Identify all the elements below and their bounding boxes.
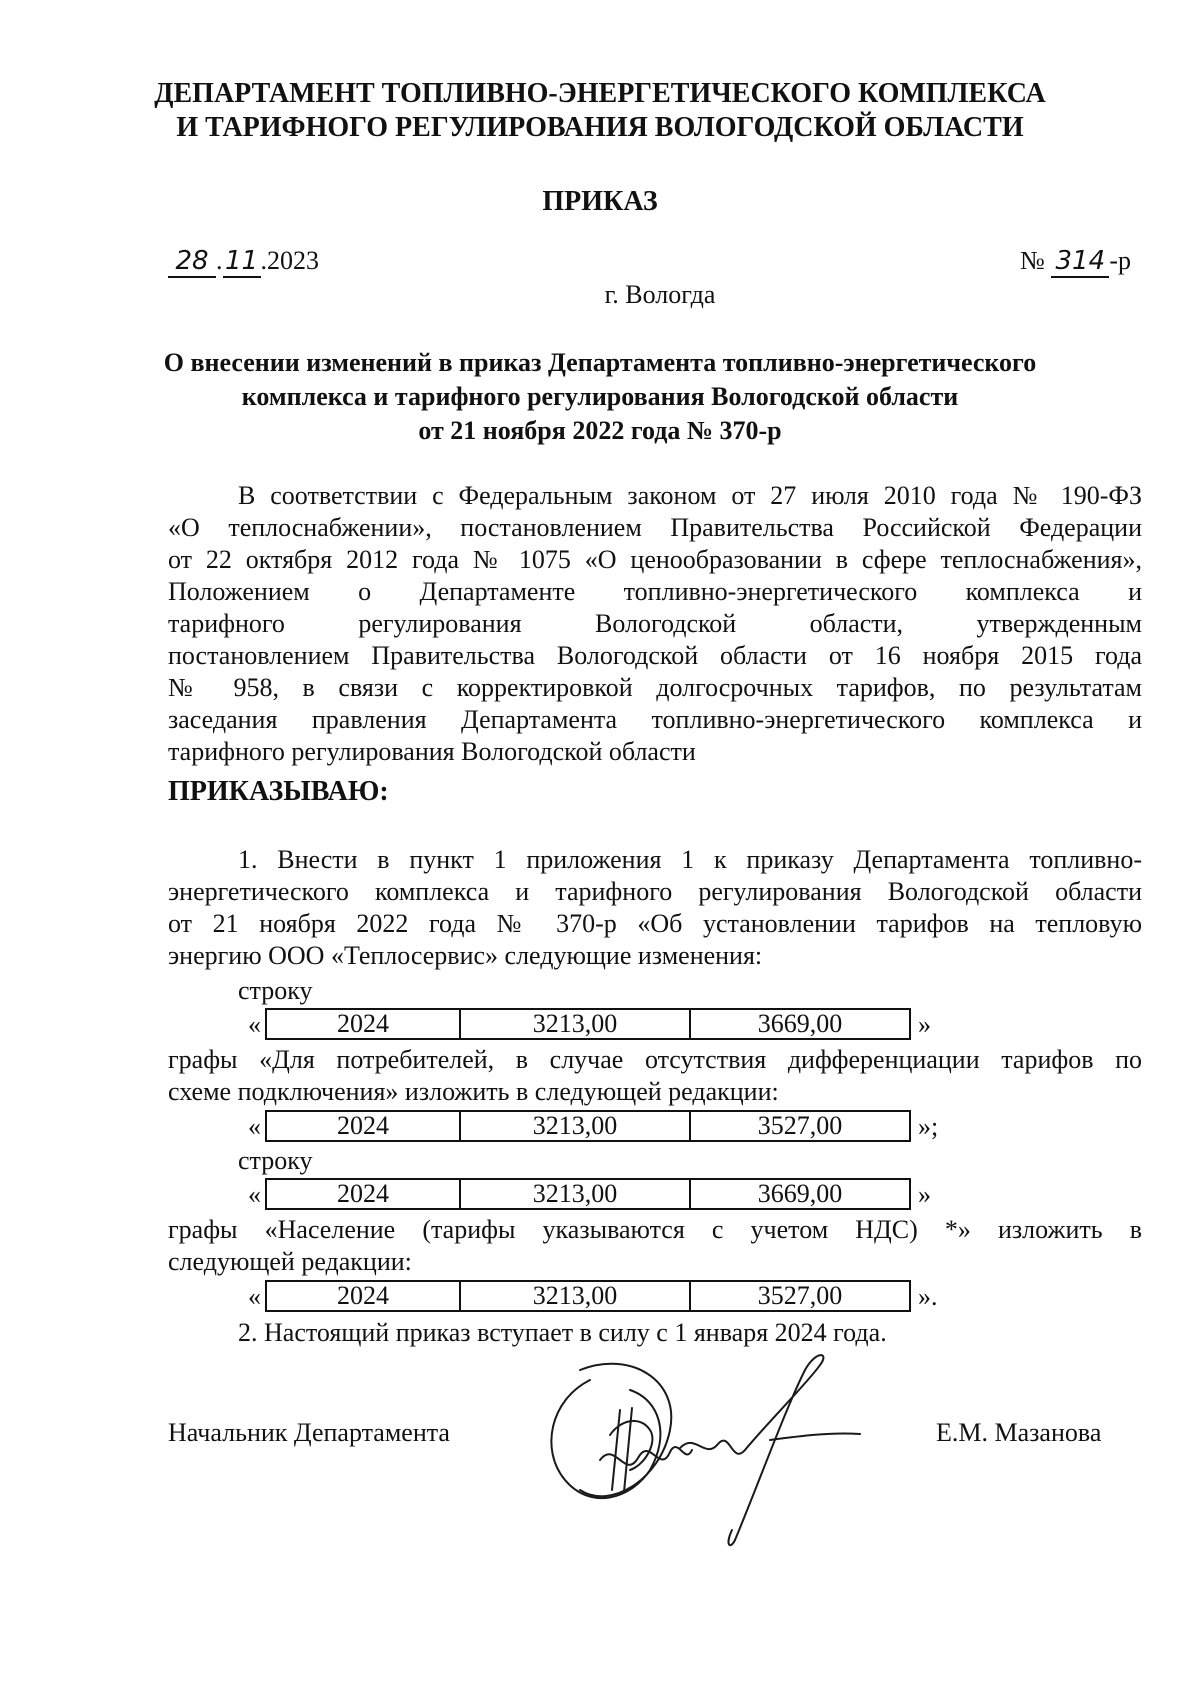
order-date: 28 .11.2023 [168,246,319,278]
tariff-value-2: 3527,00 [690,1281,910,1311]
tariff-row-old [265,1008,911,1040]
item2: 2. Настоящий приказ вступает в силу с 1 января 2024 года. [238,1318,887,1347]
item1-line: энергию ООО «Теплосервис» следующие изменения: [168,941,763,970]
date-day: 28 [168,246,216,278]
order-number [1020,246,1131,278]
graph1 [168,1044,1142,1108]
department-name-line2: И ТАРИФНОГО РЕГУЛИРОВАНИЯ ВОЛОГОДСКОЙ ОБЛАСТИ [176,112,1024,143]
graph2-line: графы «Население (тарифы указываются с учетом НДС) *» изложить в [168,1215,1142,1244]
date-month: 11 [223,246,261,278]
preamble [168,480,1142,768]
preamble-line: постановлением Правительства Вологодской области от 16 ноября 2015 года [168,641,1142,670]
quote-open: « [248,1112,261,1141]
tariff-value-2: 3527,00 [690,1111,910,1141]
preamble-line: заседания правления Департамента топливно-энергетического комплекса и [168,705,1142,734]
tariff-year: 2024 [266,1281,460,1311]
preamble-line: «О теплоснабжении», постановлением Правительства Российской Федерации [168,513,1142,542]
signatory-name: Е.М. Мазанова [936,1418,1102,1447]
tariff-year: 2024 [266,1009,460,1039]
department-name-line1: ДЕПАРТАМЕНТ ТОПЛИВНО-ЭНЕРГЕТИЧЕСКОГО КОМПЛЕКСА [154,78,1046,109]
date-year: .2023 [260,246,319,275]
document-type: ПРИКАЗ [542,186,658,217]
item1-line: энергетического комплекса и тарифного регулирования Вологодской области [168,877,1142,906]
row-label: строку [238,976,313,1005]
quote-close: »; [918,1112,939,1141]
number-value: 314 [1051,246,1109,278]
preamble-line: тарифного регулирования Вологодской области [168,737,696,766]
signatory-position: Начальник Департамента [168,1418,450,1447]
preamble-line: Положением о Департаменте топливно-энергетического комплекса и [168,577,1142,606]
graph2 [168,1214,1142,1278]
title-line1: О внесении изменений в приказ Департамента топливно-энергетического [163,348,1037,377]
tariff-value-2: 3669,00 [690,1179,910,1209]
item1 [168,844,1142,972]
tariff-value-2: 3669,00 [690,1009,910,1039]
tariff-value-1: 3213,00 [460,1281,690,1311]
quote-open: « [248,1282,261,1311]
preamble-line: № 958, в связи с корректировкой долгосрочных тарифов, по результатам [168,673,1142,702]
quote-open: « [248,1010,261,1039]
quote-close: ». [918,1282,938,1311]
item1-line: от 21 ноября 2022 года № 370-р «Об установлении тарифов на тепловую [168,909,1142,938]
title-line3: от 21 ноября 2022 года № 370-р [418,416,782,445]
graph1-line: схеме подключения» изложить в следующей редакции: [168,1077,779,1106]
preamble-line: В соответствии с Федеральным законом от 27 июля 2010 года № 190-ФЗ [238,481,1142,510]
order-word: ПРИКАЗЫВАЮ: [168,776,389,807]
number-suffix: -р [1109,246,1131,275]
quote-close: » [918,1010,931,1039]
tariff-row-new [265,1110,911,1142]
tariff-value-1: 3213,00 [460,1009,690,1039]
title-line2: комплекса и тарифного регулирования Вологодской области [241,382,959,411]
tariff-year: 2024 [266,1111,460,1141]
tariff-row-old [265,1178,911,1210]
preamble-line: тарифного регулирования Вологодской области, утвержденным [168,609,1142,638]
quote-open: « [248,1180,261,1209]
quote-close: » [918,1180,931,1209]
row-label: строку [238,1146,313,1175]
tariff-year: 2024 [266,1179,460,1209]
number-prefix: № [1020,246,1045,275]
city: г. Вологда [604,280,716,309]
tariff-row-new [265,1280,911,1312]
graph1-line: графы «Для потребителей, в случае отсутствия дифференциации тарифов по [168,1045,1142,1074]
graph2-line: следующей редакции: [168,1247,412,1276]
handwritten-signature [520,1340,900,1560]
tariff-value-1: 3213,00 [460,1179,690,1209]
item1-line: 1. Внести в пункт 1 приложения 1 к приказу Департамента топливно- [238,845,1142,874]
preamble-line: от 22 октября 2012 года № 1075 «О ценообразовании в сфере теплоснабжения», [168,545,1142,574]
tariff-value-1: 3213,00 [460,1111,690,1141]
